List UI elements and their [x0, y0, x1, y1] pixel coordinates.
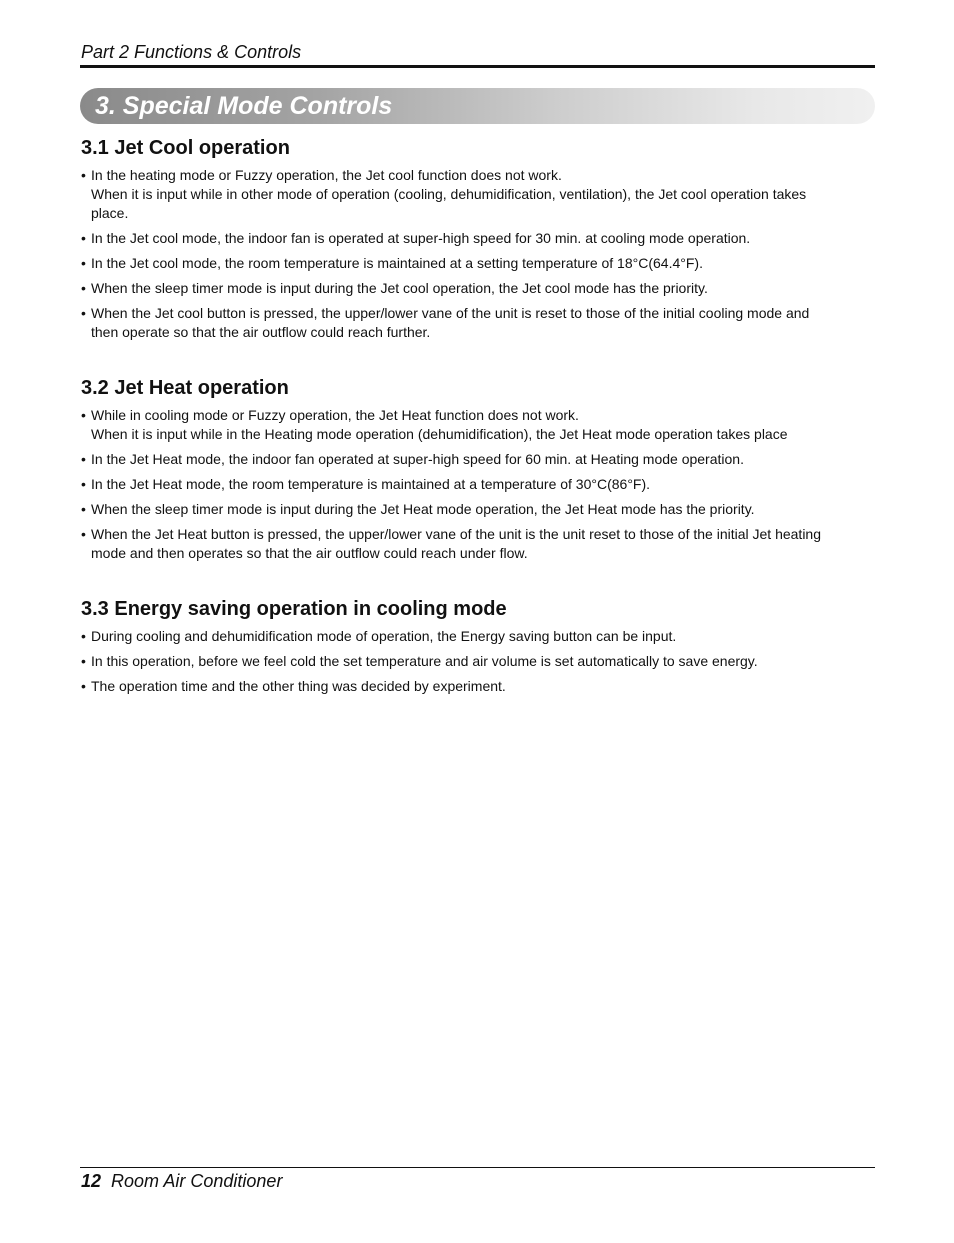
bullet-text-line: When the Jet cool button is pressed, the upper/lower vane of the unit is reset to those of the initial cooling mode and [91, 305, 810, 321]
bullet-dot: • [81, 678, 86, 694]
bullet-item [81, 500, 871, 519]
bullet-item [81, 525, 871, 563]
bullet-text-line: During cooling and dehumidification mode of operation, the Energy saving button can be input. [91, 628, 677, 644]
bullet-text-line: In the Jet cool mode, the room temperature is maintained at a setting temperature of 18°C(64.4°F). [91, 255, 703, 271]
bullet-dot: • [81, 653, 86, 669]
bullet-text-line: When the sleep timer mode is input during the Jet cool operation, the Jet cool mode has the priority. [91, 280, 708, 296]
bullet-text-line: The operation time and the other thing was decided by experiment. [91, 678, 506, 694]
section-energy-saving [81, 596, 871, 702]
section-banner [80, 88, 875, 124]
bullet-text-line: place. [91, 205, 129, 221]
bullet-dot: • [81, 526, 86, 542]
bullet-text-line: When it is input while in other mode of operation (cooling, dehumidification, ventilation), the Jet cool operation takes [91, 186, 807, 202]
footer-rule [80, 1167, 875, 1168]
section-jet-heat [81, 375, 871, 569]
bullet-dot: • [81, 305, 86, 321]
page-header: Part 2 Functions & Controls [81, 42, 302, 62]
bullet-text-line: When it is input while in the Heating mode operation (dehumidification), the Jet Heat mode operation takes place [91, 426, 788, 442]
section-jet-cool [81, 135, 871, 348]
bullet-item [81, 627, 871, 646]
bullet-dot: • [81, 167, 86, 183]
bullet-dot: • [81, 628, 86, 644]
bullet-text-line: In the Jet cool mode, the indoor fan is operated at super-high speed for 30 min. at cooling mode operation. [91, 230, 751, 246]
page-number: 12 [81, 1171, 102, 1191]
banner-title: 3. Special Mode Controls [95, 92, 393, 120]
bullet-item [81, 254, 871, 273]
bullet-item [81, 450, 871, 469]
header-rule [80, 65, 875, 68]
section-heading: 3.1 Jet Cool operation [81, 137, 290, 159]
footer-title: Room Air Conditioner [111, 1171, 283, 1191]
bullet-text-line: mode and then operates so that the air outflow could reach under flow. [91, 545, 528, 561]
bullet-dot: • [81, 451, 86, 467]
bullet-item [81, 406, 871, 444]
bullet-text-line: When the Jet Heat button is pressed, the upper/lower vane of the unit is the unit reset to those of the initial Jet heating [91, 526, 821, 542]
bullet-item [81, 677, 871, 696]
bullet-item [81, 166, 871, 223]
page-footer [81, 1171, 282, 1192]
bullet-dot: • [81, 501, 86, 517]
bullet-item [81, 652, 871, 671]
bullet-dot: • [81, 407, 86, 423]
bullet-text-line: When the sleep timer mode is input during the Jet Heat mode operation, the Jet Heat mode has the priority. [91, 501, 755, 517]
section-heading: 3.2 Jet Heat operation [81, 377, 289, 399]
bullet-item [81, 304, 871, 342]
bullet-text-line: In the heating mode or Fuzzy operation, the Jet cool function does not work. [91, 167, 562, 183]
bullet-text-line: While in cooling mode or Fuzzy operation, the Jet Heat function does not work. [91, 407, 579, 423]
bullet-dot: • [81, 255, 86, 271]
bullet-text-line: In the Jet Heat mode, the indoor fan operated at super-high speed for 60 min. at Heating mode operation. [91, 451, 744, 467]
bullet-text-line: then operate so that the air outflow could reach further. [91, 324, 431, 340]
bullet-dot: • [81, 230, 86, 246]
bullet-dot: • [81, 280, 86, 296]
bullet-dot: • [81, 476, 86, 492]
bullet-text-line: In this operation, before we feel cold the set temperature and air volume is set automatically to save energy. [91, 653, 758, 669]
section-heading: 3.3 Energy saving operation in cooling mode [81, 598, 507, 620]
bullet-item [81, 229, 871, 248]
bullet-item [81, 475, 871, 494]
bullet-text-line: In the Jet Heat mode, the room temperature is maintained at a temperature of 30°C(86°F). [91, 476, 651, 492]
bullet-item [81, 279, 871, 298]
